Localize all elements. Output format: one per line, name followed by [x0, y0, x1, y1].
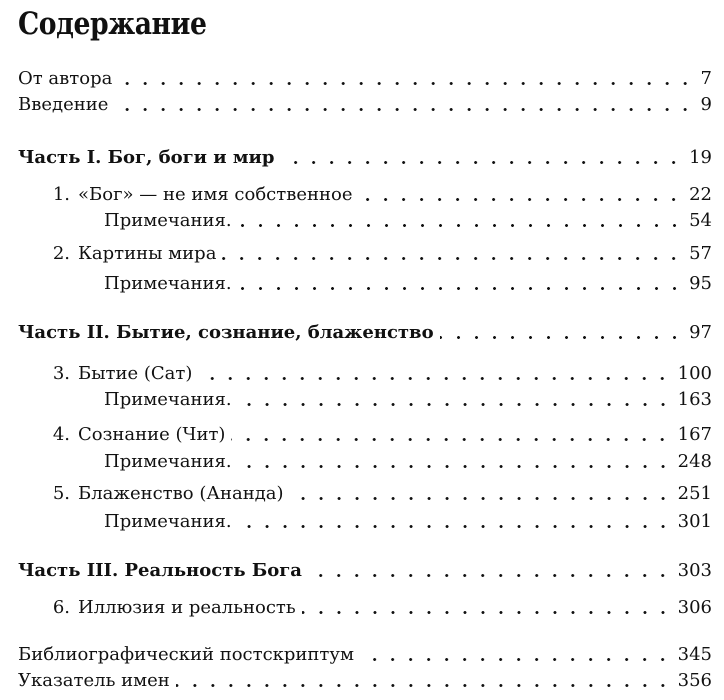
dot-leader	[440, 336, 684, 339]
toc-entry-label: Указатель имен	[18, 670, 170, 691]
dot-leader	[360, 658, 672, 661]
toc-page-number: 306	[677, 597, 712, 618]
toc-notes-5[interactable]	[18, 509, 712, 535]
toc-page-number: 95	[689, 273, 712, 294]
toc-entry-label: Введение	[18, 94, 109, 115]
toc-page-number: 7	[700, 68, 712, 89]
toc-part-label: Часть III. Реальность Бога	[18, 560, 302, 581]
dot-leader	[118, 82, 694, 85]
toc-page-number: 303	[677, 560, 712, 581]
toc-notes-2[interactable]	[18, 271, 712, 297]
toc-page-number: 9	[700, 94, 712, 115]
toc-entry-from-author[interactable]	[18, 66, 712, 92]
toc-chapter-4[interactable]	[18, 422, 712, 448]
toc-chapter-number: 6.	[52, 597, 70, 618]
dot-leader	[290, 497, 672, 500]
toc-chapter-label: Картины мира	[78, 243, 217, 264]
dot-leader	[280, 161, 683, 164]
toc-chapter-label: Блаженство (Ананда)	[78, 483, 284, 504]
toc-page-number: 345	[677, 644, 712, 665]
dot-leader	[222, 257, 683, 260]
toc-page-number: 54	[689, 210, 712, 231]
toc-entry-label: Библиографический постскриптум	[18, 644, 354, 665]
toc-chapter-label: Иллюзия и реальность	[78, 597, 296, 618]
toc-chapter-5[interactable]	[18, 481, 712, 507]
dot-leader	[302, 611, 672, 614]
dot-leader	[238, 287, 684, 290]
toc-notes-label: Примечания.	[104, 451, 232, 472]
toc-notes-3[interactable]	[18, 387, 712, 413]
toc-chapter-label: Сознание (Чит)	[78, 424, 226, 445]
toc-chapter-number: 5.	[52, 483, 70, 504]
toc-entry-name-index[interactable]	[18, 668, 712, 694]
toc-page-number: 97	[689, 322, 712, 343]
toc-page-number: 248	[677, 451, 712, 472]
toc-notes-1[interactable]	[18, 208, 712, 234]
toc-chapter-number: 3.	[52, 363, 70, 384]
toc-chapter-label: «Бог» — не имя собственное	[78, 184, 353, 205]
dot-leader	[358, 198, 683, 201]
toc-chapter-3[interactable]	[18, 361, 712, 387]
toc-chapter-1[interactable]	[18, 182, 712, 208]
dot-leader	[176, 684, 672, 687]
toc-entry-introduction[interactable]	[18, 92, 712, 118]
toc-notes-label: Примечания.	[104, 273, 232, 294]
toc-part-3[interactable]	[18, 558, 712, 584]
toc-page-number: 356	[677, 670, 712, 691]
toc-page-number: 57	[689, 243, 712, 264]
toc-chapter-6[interactable]	[18, 595, 712, 621]
toc-page-number: 251	[677, 483, 712, 504]
toc-page-number: 163	[677, 389, 712, 410]
toc-entry-label: От автора	[18, 68, 113, 89]
toc-part-label: Часть I. Бог, боги и мир	[18, 147, 275, 168]
dot-leader	[238, 525, 672, 528]
toc-page-number: 100	[677, 363, 712, 384]
toc-notes-4[interactable]	[18, 449, 712, 475]
toc-chapter-2[interactable]	[18, 241, 712, 267]
toc-part-2[interactable]	[18, 320, 712, 346]
page-title: Содержание	[18, 6, 207, 42]
toc-part-1[interactable]	[18, 145, 712, 171]
toc-chapter-number: 2.	[52, 243, 70, 264]
toc-entry-bibliography[interactable]	[18, 642, 712, 668]
toc-page-number: 167	[677, 424, 712, 445]
dot-leader	[238, 403, 672, 406]
toc-page-number: 301	[677, 511, 712, 532]
dot-leader	[114, 108, 694, 111]
dot-leader	[198, 377, 671, 380]
dot-leader	[238, 465, 672, 468]
toc-notes-label: Примечания.	[104, 210, 232, 231]
toc-part-label: Часть II. Бытие, сознание, блаженство	[18, 322, 434, 343]
toc-notes-label: Примечания.	[104, 389, 232, 410]
dot-leader	[308, 574, 672, 577]
toc-chapter-label: Бытие (Сат)	[78, 363, 193, 384]
toc-page-number: 19	[689, 147, 712, 168]
toc-page-number: 22	[689, 184, 712, 205]
toc-chapter-number: 1.	[52, 184, 70, 205]
dot-leader	[231, 438, 671, 441]
toc-chapter-number: 4.	[52, 424, 70, 445]
dot-leader	[238, 224, 684, 227]
toc-notes-label: Примечания.	[104, 511, 232, 532]
